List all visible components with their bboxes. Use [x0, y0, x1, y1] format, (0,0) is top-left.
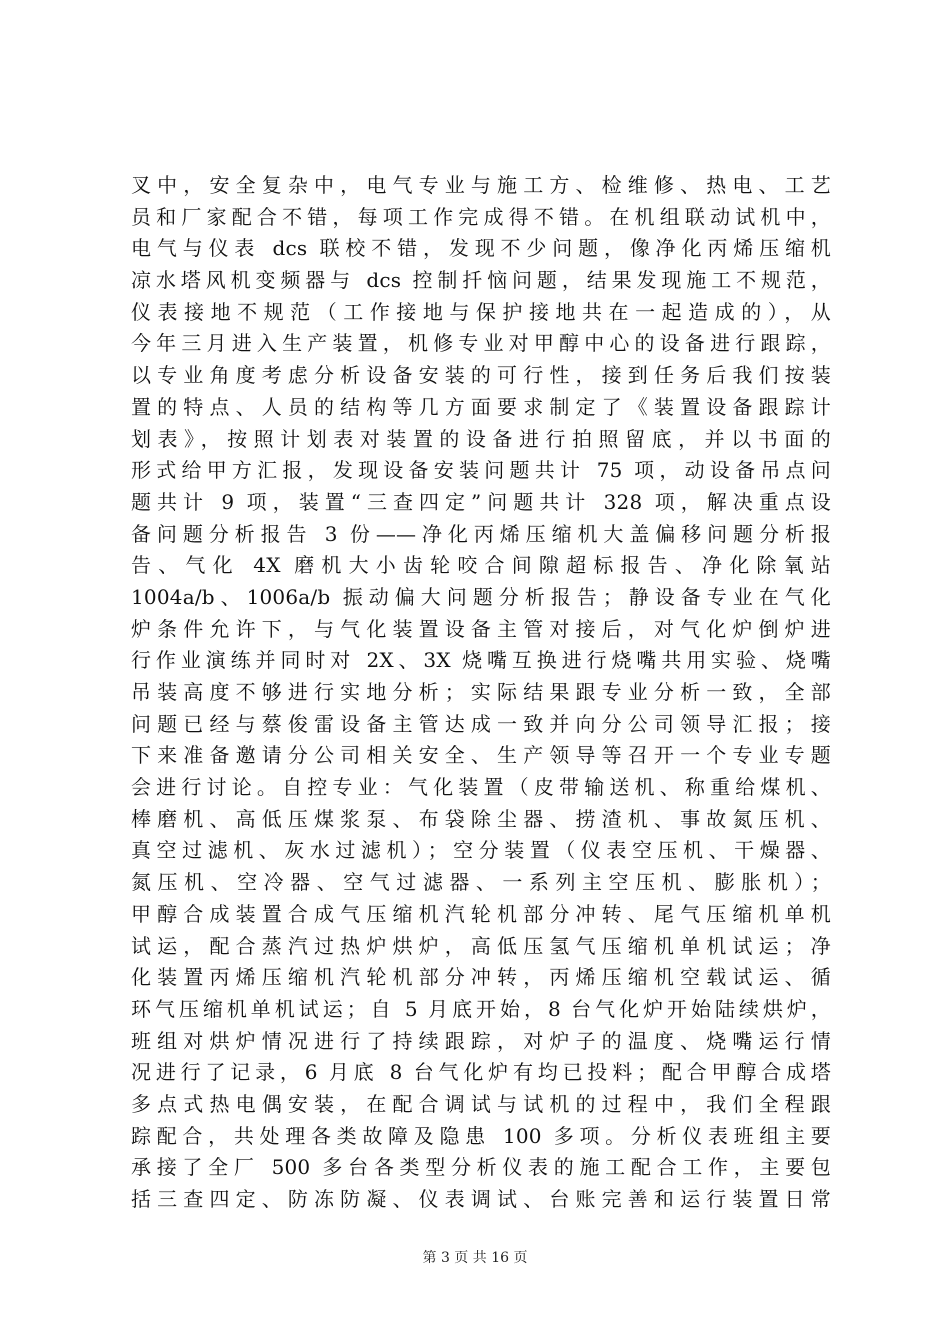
text-line: 划表》，按照计划表对装置的设备进行拍照留底，并以书面的 [131, 426, 831, 451]
text-line: 电气与仪表 dcs 联校不错，发现不少问题，像净化丙烯压缩机 [131, 236, 831, 261]
text-line: 形式给甲方汇报，发现设备安装问题共计 75 项，动设备吊点问 [131, 458, 831, 483]
text-line: 1004a/b、1006a/b 振动偏大问题分析报告；静设备专业在气化 [131, 584, 831, 609]
text-line: 真空过滤机、灰水过滤机）；空分装置（仪表空压机、干燥器、 [131, 838, 831, 863]
text-line: 多点式热电偶安装，在配合调试与试机的过程中，我们全程跟 [131, 1091, 831, 1116]
text-line: 试运，配合蒸汽过热炉烘炉，高低压氢气压缩机单机试运；净 [131, 933, 831, 958]
text-line: 行作业演练并同时对 2X、3X 烧嘴互换进行烧嘴共用实验、烧嘴 [131, 648, 831, 673]
text-line: 备问题分析报告 3 份——净化丙烯压缩机大盖偏移问题分析报 [131, 521, 831, 546]
text-line: 棒磨机、高低压煤浆泵、布袋除尘器、捞渣机、事故氮压机、 [131, 806, 831, 831]
page-number-footer: 第 3 页 共 16 页 [422, 1250, 528, 1266]
text-line: 仪表接地不规范（工作接地与保护接地共在一起造成的），从 [131, 299, 831, 324]
text-line: 置的特点、人员的结构等几方面要求制定了《装置设备跟踪计 [131, 394, 831, 419]
text-line: 班组对烘炉情况进行了持续跟踪，对炉子的温度、烧嘴运行情 [131, 1028, 831, 1053]
text-line: 甲醇合成装置合成气压缩机汽轮机部分冲转、尾气压缩机单机 [131, 901, 831, 926]
text-line: 吊装高度不够进行实地分析；实际结果跟专业分析一致，全部 [131, 680, 831, 704]
text-line: 踪配合，共处理各类故障及隐患 100 多项。分析仪表班组主要 [131, 1123, 831, 1148]
body-text [131, 170, 831, 1216]
text-line: 炉条件允许下，与气化装置设备主管对接后，对气化炉倒炉进 [131, 616, 831, 641]
text-line: 化装置丙烯压缩机汽轮机部分冲转，丙烯压缩机空载试运、循 [131, 965, 831, 990]
text-line: 会进行讨论。自控专业：气化装置（皮带输送机、称重给煤机、 [131, 775, 831, 800]
text-line: 题共计 9 项，装置“三查四定”问题共计 328 项，解决重点设 [131, 489, 831, 514]
text-line: 今年三月进入生产装置，机修专业对甲醇中心的设备进行跟踪， [131, 331, 831, 356]
text-line: 凉水塔风机变频器与 dcs 控制扦恼问题，结果发现施工不规范， [131, 268, 831, 293]
text-line: 况进行了记录，6 月底 8 台气化炉有均已投料；配合甲醇合成塔 [131, 1060, 831, 1085]
text-line: 问题已经与蔡俊雷设备主管达成一致并向分公司领导汇报；接 [131, 711, 831, 736]
text-line: 承接了全厂 500 多台各类型分析仪表的施工配合工作，主要包 [131, 1155, 831, 1180]
text-line: 员和厂家配合不错，每项工作完成得不错。在机组联动试机中， [131, 204, 831, 229]
text-line: 以专业角度考虑分析设备安装的可行性，接到任务后我们按装 [131, 363, 831, 388]
text-line: 下来准备邀请分公司相关安全、生产领导等召开一个专业专题 [131, 743, 831, 768]
text-line: 告、气化 4X 磨机大小齿轮咬合间隙超标报告、净化除氧站 [131, 553, 831, 578]
text-line: 氮压机、空冷器、空气过滤器、一系列主空压机、膨胀机）； [131, 870, 831, 895]
text-line: 叉中，安全复杂中，电气专业与施工方、检维修、热电、工艺 [131, 173, 831, 197]
text-line: 括三查四定、防冻防凝、仪表调试、台账完善和运行装置日常 [131, 1187, 831, 1211]
text-line: 环气压缩机单机试运；自 5 月底开始，8 台气化炉开始陆续烘炉， [131, 996, 831, 1021]
